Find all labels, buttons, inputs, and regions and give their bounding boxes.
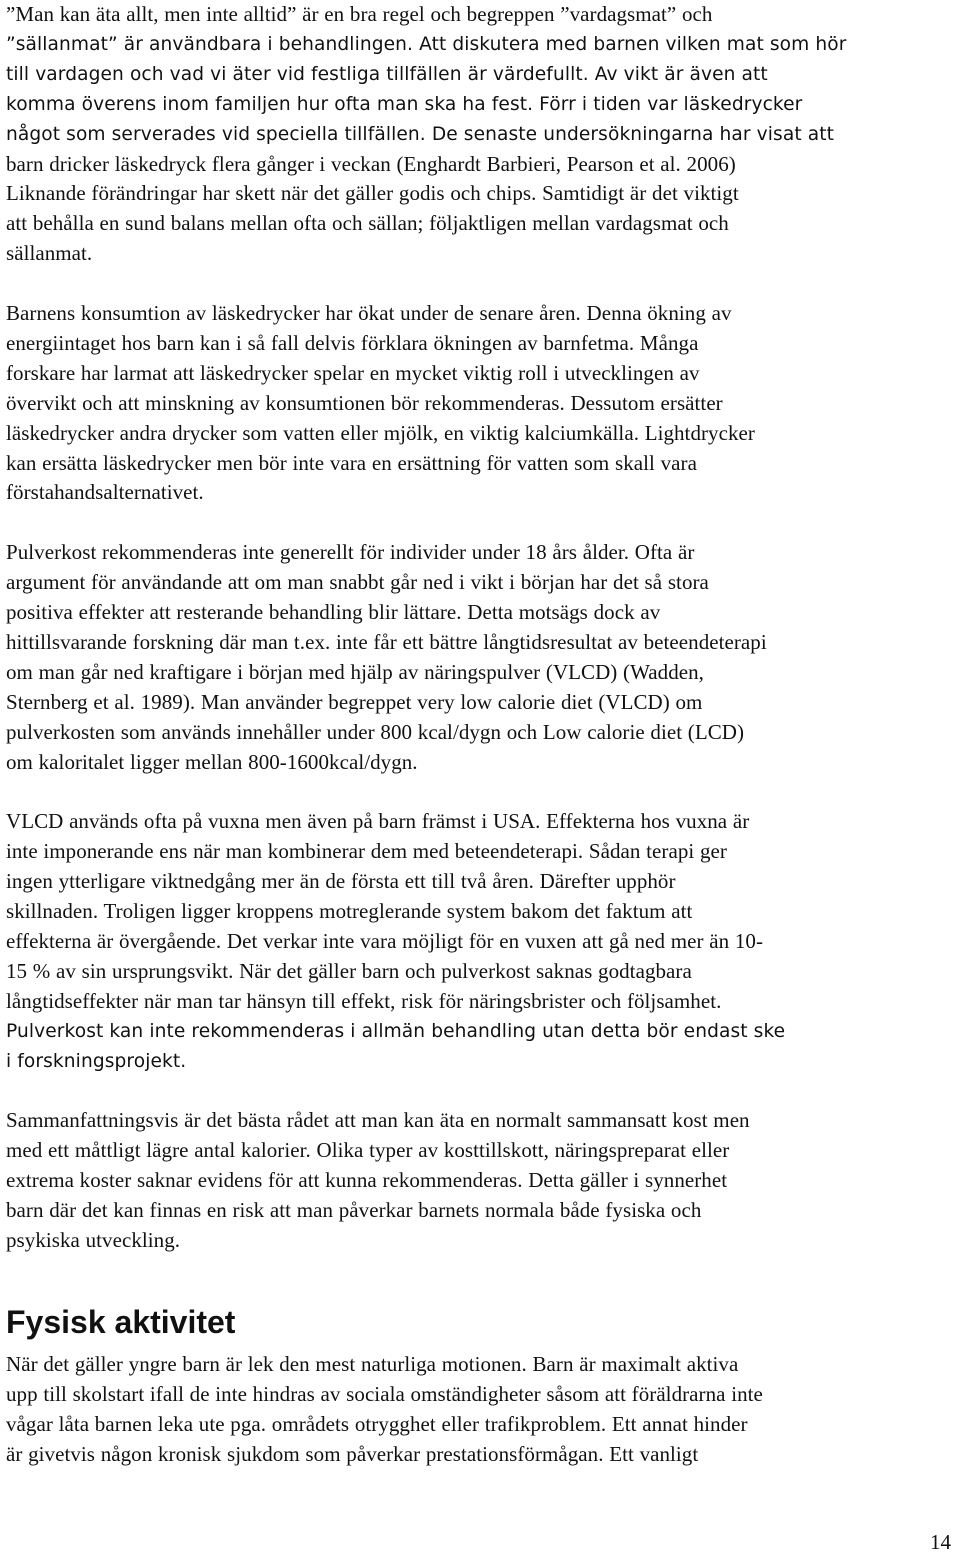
text-line: ”Man kan äta allt, men inte alltid” är en bra regel och begreppen ”vardagsmat” och: [6, 2, 713, 26]
text-line: läskedrycker andra drycker som vatten eller mjölk, en viktig kalciumkälla. Lightdrycker: [6, 420, 755, 445]
text-line: extrema koster saknar evidens för att kunna rekommenderas. Detta gäller i synnerhet: [6, 1168, 728, 1193]
text-line: sällanmat.: [6, 241, 93, 266]
page-number: 14: [930, 1530, 951, 1554]
text-line: När det gäller yngre barn är lek den mest naturliga motionen. Barn är maximalt aktiva: [6, 1351, 739, 1376]
text-line: hittillsvarande forskning där man t.ex. inte får ett bättre långtidsresultat av beteendeterapi: [6, 630, 767, 654]
text-line: övervikt och att minskning av konsumtionen bör rekommenderas. Dessutom ersätter: [6, 390, 723, 415]
text-line: om man går ned kraftigare i början med hjälp av näringspulver (VLCD) (Wadden,: [6, 659, 704, 684]
paragraph-sammanfattning: [6, 1106, 946, 1256]
text-line: att behålla en sund balans mellan ofta och sällan; följaktligen mellan vardagsmat och: [6, 211, 729, 236]
paragraph-vardagsmat: [6, 0, 946, 269]
paragraph-pulverkost: [6, 538, 946, 777]
text-line: skillnaden. Troligen ligger kroppens motreglerande system bakom det faktum att: [6, 899, 693, 924]
text-line: kan ersätta läskedrycker men bör inte vara en ersättning för vatten som skall vara: [6, 450, 697, 475]
paragraph-spacer: [6, 269, 946, 299]
text-line: 15 % av sin ursprungsvikt. När det gäller barn och pulverkost saknas godtagbara: [6, 958, 692, 983]
text-line: barn där det kan finnas en risk att man påverkar barnets normala både fysiska och: [6, 1198, 702, 1223]
paragraph-laskedrycker: [6, 299, 946, 508]
text-line: Sammanfattningsvis är det bästa rådet att man kan äta en normalt sammansatt kost men: [6, 1108, 750, 1133]
text-line: komma överens inom familjen hur ofta man ska ha fest. Förr i tiden var läskedrycker: [6, 93, 803, 115]
text-line: Liknande förändringar har skett när det gäller godis och chips. Samtidigt är det viktigt: [6, 181, 739, 206]
paragraph-fysisk-aktivitet: [6, 1350, 946, 1470]
text-line: vågar låta barnen leka ute pga. områdets otrygghet eller trafikproblem. Ett annat hinder: [6, 1411, 748, 1436]
text-line: långtidseffekter när man tar hänsyn till effekt, risk för näringsbrister och följsamhet.: [6, 988, 722, 1013]
text-line: forskare har larmat att läskedrycker spelar en mycket viktig roll i utvecklingen av: [6, 360, 700, 385]
text-line: ingen ytterligare viktnedgång mer än de första ett till två åren. Därefter upphör: [6, 869, 676, 894]
document-page: [6, 0, 946, 1470]
text-line: positiva effekter att resterande behandling blir lättare. Detta motsägs dock av: [6, 600, 661, 625]
text-line: VLCD används ofta på vuxna men även på barn främst i USA. Effekterna hos vuxna är: [6, 809, 750, 834]
paragraph-spacer: [6, 778, 946, 808]
text-line: i forskningsprojekt.: [6, 1050, 187, 1072]
text-line: är givetvis någon kronisk sjukdom som påverkar prestationsförmågan. Ett vanligt: [6, 1441, 699, 1466]
text-line: om kaloritalet ligger mellan 800-1600kcal/dygn.: [6, 749, 418, 774]
text-line: Pulverkost rekommenderas inte generellt för individer under 18 års ålder. Ofta är: [6, 540, 695, 565]
text-line: till vardagen och vad vi äter vid festliga tillfällen är värdefullt. Av vikt är även att: [6, 63, 768, 85]
text-line: energiintaget hos barn kan i så fall delvis förklara ökningen av barnfetma. Många: [6, 330, 699, 355]
section-heading: Fysisk aktivitet: [6, 1303, 236, 1340]
text-line: Pulverkost kan inte rekommenderas i allmän behandling utan detta bör endast ske: [6, 1020, 786, 1042]
text-line: förstahandsalternativet.: [6, 480, 204, 505]
text-line: barn dricker läskedryck flera gånger i veckan (Enghardt Barbieri, Pearson et al. 2006): [6, 151, 736, 176]
text-line: inte imponerande ens när man kombinerar dem med beteendeterapi. Sådan terapi ger: [6, 839, 727, 864]
text-line: ”sällanmat” är användbara i behandlingen. Att diskutera med barnen vilken mat som hör: [6, 33, 847, 55]
text-line: Sternberg et al. 1989). Man använder begreppet very low calorie diet (VLCD) om: [6, 689, 703, 714]
paragraph-spacer: [6, 508, 946, 538]
text-line: argument för användande att om man snabbt går ned i vikt i början har det så stora: [6, 570, 709, 595]
text-line: psykiska utveckling.: [6, 1228, 181, 1253]
text-line: upp till skolstart ifall de inte hindras av sociala omständigheter såsom att föräldrarna inte: [6, 1381, 763, 1406]
text-line: med ett måttligt lägre antal kalorier. Olika typer av kosttillskott, näringspreparat eller: [6, 1138, 730, 1163]
paragraph-spacer: [6, 1256, 946, 1286]
text-line: pulverkosten som används innehåller under 800 kcal/dygn och Low calorie diet (LCD): [6, 719, 745, 744]
paragraph-vlcd: [6, 807, 946, 1076]
text-line: Barnens konsumtion av läskedrycker har ökat under de senare åren. Denna ökning av: [6, 301, 732, 326]
text-line: något som serverades vid speciella tillfällen. De senaste undersökningarna har visat att: [6, 123, 835, 145]
text-line: effekterna är övergående. Det verkar inte vara möjligt för en vuxen att gå ned mer än 10-: [6, 929, 763, 954]
paragraph-spacer: [6, 1077, 946, 1107]
